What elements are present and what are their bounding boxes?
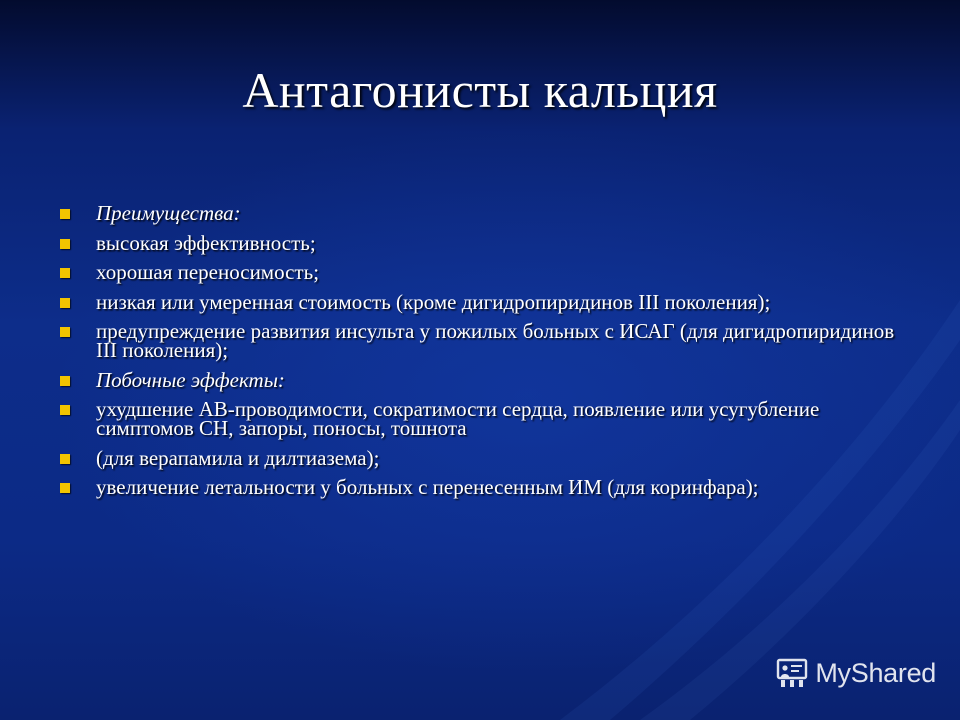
bullet-item: [60, 445, 910, 470]
bullet-square-icon: [60, 327, 70, 337]
bullet-item: [60, 319, 910, 362]
bullet-text: высокая эффективность;: [96, 230, 316, 255]
bullet-item: [60, 397, 910, 440]
bullet-square-icon: [60, 376, 70, 386]
bullet-square-icon: [60, 483, 70, 493]
bullet-text: Преимущества:: [96, 201, 241, 225]
bullet-item: [60, 367, 910, 392]
bullet-text: хорошая переносимость;: [96, 260, 320, 284]
bullet-item: [60, 475, 910, 499]
slide-title: Антагонисты кальция: [242, 62, 718, 118]
bullet-item: [60, 260, 910, 284]
bullet-text: увеличение летальности у больных с перенесенным ИМ (для коринфара);: [96, 475, 759, 499]
bullet-list: [60, 201, 910, 508]
bullet-item: [60, 230, 910, 255]
bullet-square-icon: [60, 209, 70, 219]
bullet-item: [60, 201, 910, 225]
watermark-text: MyShared: [815, 658, 936, 688]
classroom-icon: [775, 656, 809, 690]
bullet-text: Побочные эффекты:: [96, 367, 285, 392]
bullet-square-icon: [60, 268, 70, 278]
myshared-watermark: [775, 656, 936, 690]
bullet-square-icon: [60, 405, 70, 415]
bullet-square-icon: [60, 298, 70, 308]
bullet-item: [60, 289, 910, 314]
bullet-square-icon: [60, 239, 70, 249]
bullet-square-icon: [60, 454, 70, 464]
bullet-text: ухудшение АВ-проводимости, сократимости сердца, появление или усугубление симптомов СН, запоры, поносы, тошнота: [96, 397, 820, 440]
bullet-text: предупреждение развития инсульта у пожилых больных с ИСАГ (для дигидропиридинов III поколения);: [96, 319, 895, 362]
bullet-text: низкая или умеренная стоимость (кроме дигидропиридинов III поколения);: [96, 289, 771, 314]
bullet-text: (для верапамила и дилтиазема);: [96, 445, 380, 470]
